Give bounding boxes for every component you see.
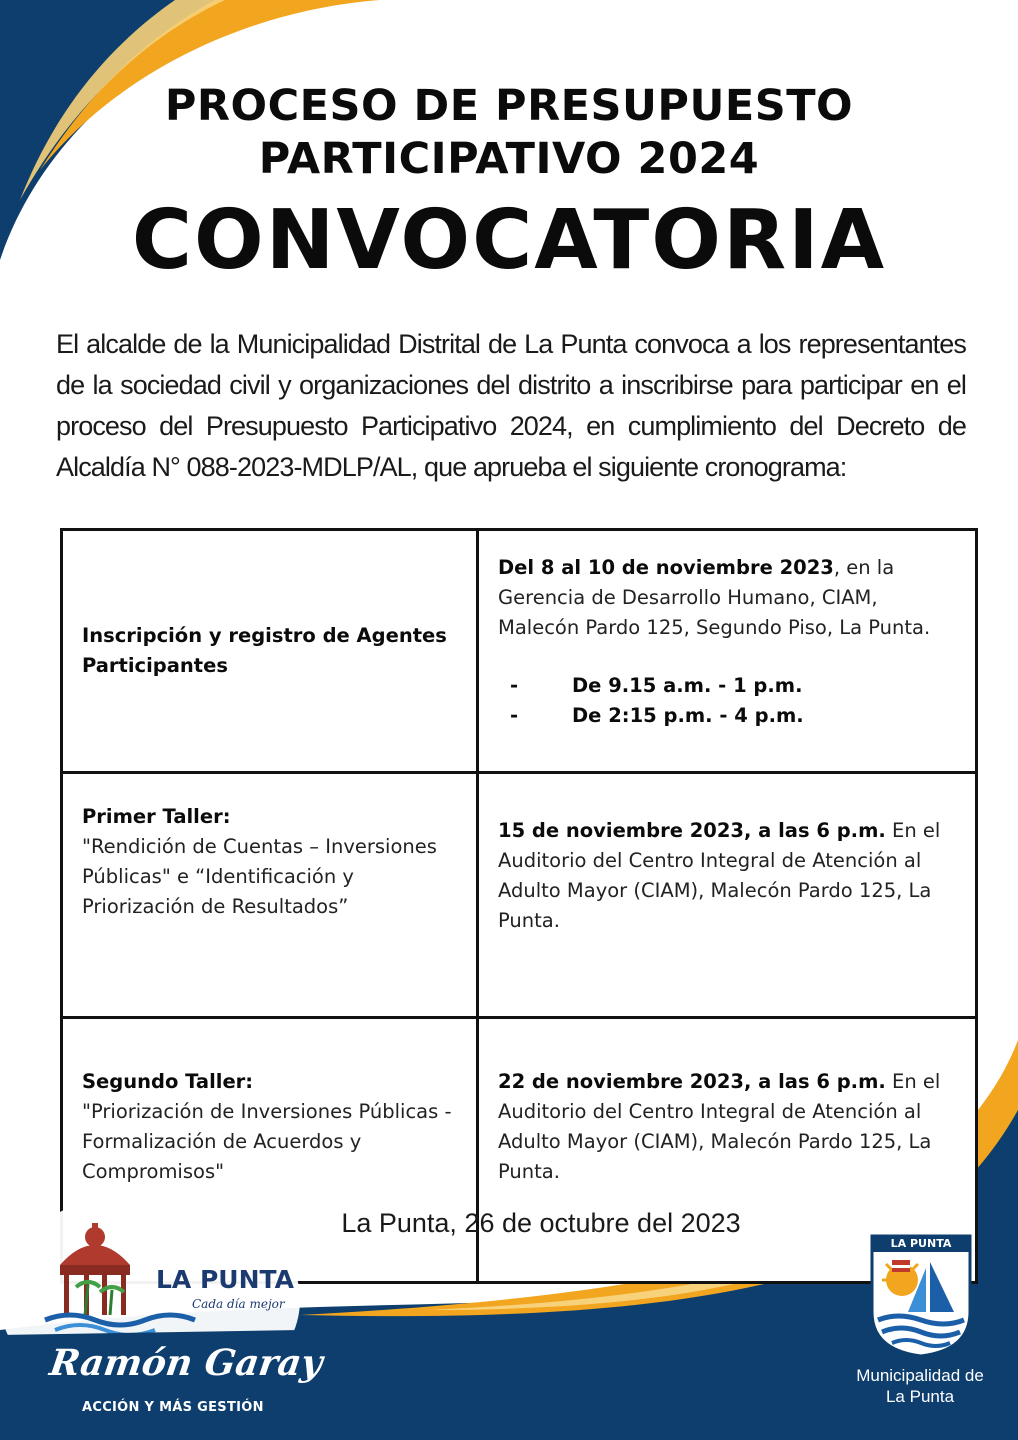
first-workshop-heading: Primer Taller: (82, 805, 231, 828)
campaign-motto: ACCIÓN Y MÁS GESTIÓN (82, 1400, 264, 1415)
list-item (498, 701, 953, 731)
activity-cell (62, 773, 478, 1018)
registration-location: , en la Gerencia de Desarrollo Humano, CIAM, Malecón Pardo 125, Segundo Piso, La Punta. (498, 556, 931, 639)
title-line-2: PARTICIPATIVO 2024 (258, 134, 760, 184)
second-workshop-date: 22 de noviembre 2023, a las 6 p.m. (498, 1070, 886, 1093)
detail-cell (478, 773, 977, 1018)
hours-list (498, 671, 953, 731)
intro-paragraph: El alcalde de la Municipalidad Distrital de La Punta convoca a los representantes de la sociedad civil y organizaciones del distrito a inscribirse para participar en el proceso del Presupuesto Participativo 2024, en cumplimiento del Decreto de Alcaldía N° 088-2023-MDLP/AL, que aprueba el siguiente cronograma: (56, 329, 966, 482)
title-line-1: PROCESO DE PRESUPUESTO (164, 81, 854, 131)
date-line: La Punta, 26 de octubre del 2023 (341, 1208, 741, 1238)
first-workshop-subject: "Rendición de Cuentas – Inversiones Públicas" e “Identificación y Priorización de Resultados” (82, 835, 437, 918)
first-workshop-location: En el Auditorio del Centro Integral de Atención al Adulto Mayor (CIAM), Malecón Pardo 125, La Punta. (498, 819, 941, 932)
registration-dates: Del 8 al 10 de noviembre 2023 (498, 556, 834, 579)
second-workshop-heading: Segundo Taller: (82, 1070, 254, 1093)
list-item (498, 671, 953, 701)
title-convocatoria: CONVOCATORIA (131, 193, 887, 288)
hour-range-morning: De 9.15 a.m. - 1 p.m. (572, 674, 803, 697)
second-workshop-subject: "Priorización de Inversiones Públicas - Formalización de Acuerdos y Compromisos" (82, 1100, 452, 1183)
municipality-name (842, 1365, 998, 1407)
municipal-crest-icon (868, 1232, 974, 1360)
table-row (62, 530, 977, 773)
mayor-signature: Ramón Garay (47, 1342, 326, 1384)
second-workshop-location: En el Auditorio del Centro Integral de Atención al Adulto Mayor (CIAM), Malecón Pardo 125, La Punta. (498, 1070, 941, 1183)
bullet-dash: - (510, 704, 519, 727)
hour-range-afternoon: De 2:15 p.m. - 4 p.m. (572, 704, 804, 727)
schedule-table (60, 528, 978, 1284)
detail-cell (478, 530, 977, 773)
logo-wordmark: LA PUNTA (156, 1265, 294, 1294)
table-row (62, 773, 977, 1018)
first-workshop-date: 15 de noviembre 2023, a las 6 p.m. (498, 819, 886, 842)
logo-slogan: Cada día mejor (192, 1297, 285, 1311)
crest-label: LA PUNTA (890, 1237, 952, 1250)
bullet-dash: - (510, 674, 519, 697)
municipality-line-1: Municipalidad de (856, 1366, 984, 1385)
municipality-line-2: La Punta (885, 1387, 955, 1406)
activity-registration: Inscripción y registro de Agentes Participantes (82, 624, 447, 677)
activity-cell (62, 530, 478, 773)
